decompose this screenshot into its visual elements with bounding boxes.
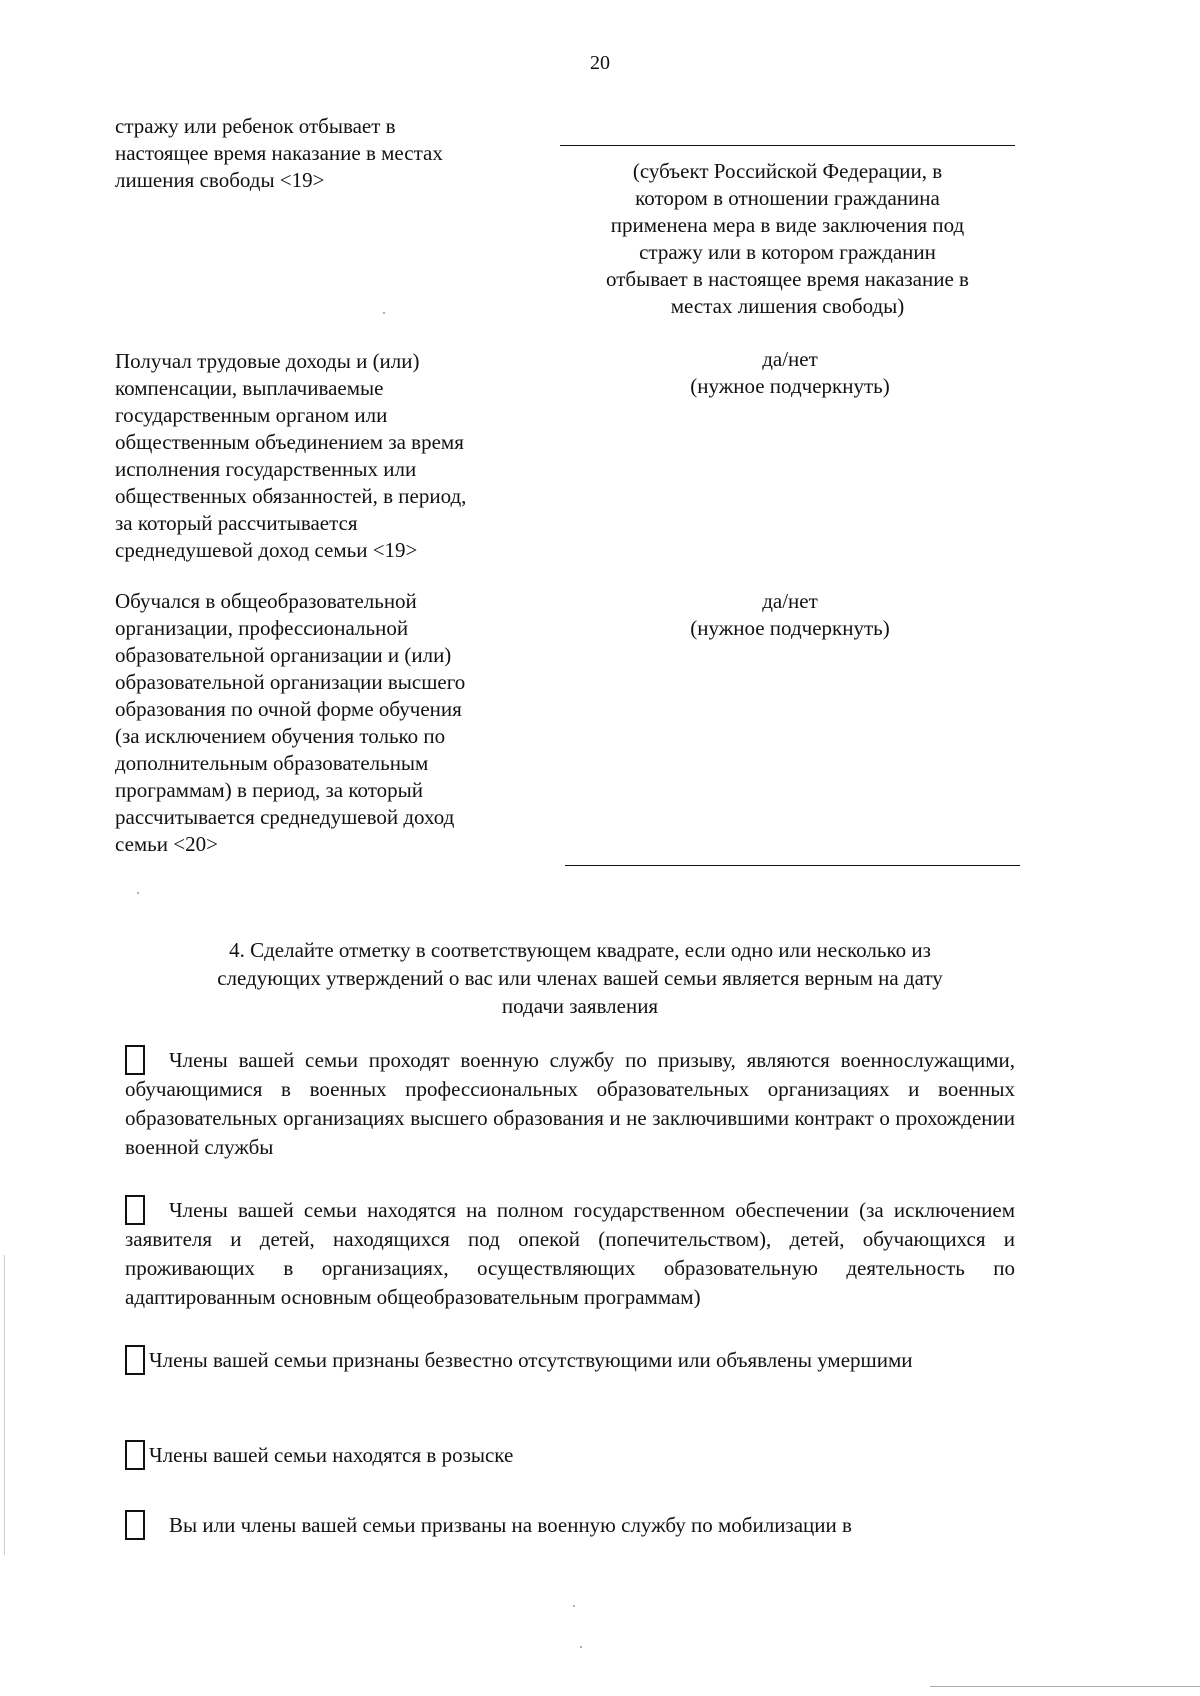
scan-speck [580,1646,582,1648]
checkbox-item-military-service [125,1045,1015,1162]
checkbox-missing-deceased[interactable] [125,1345,145,1375]
custody-question-text: стражу или ребенок отбывает в настоящее время наказание в местах лишения свободы <19> [115,114,443,192]
section-4-heading: 4. Сделайте отметку в соответствующем квадрате, если одно или несколько из следующих утверждений о вас или членах вашей семьи является верным на дату подачи заявления [217,938,943,1018]
scan-speck [137,892,139,894]
checkbox-military-service-label: Члены вашей семьи проходят военную службу по призыву, являются военнослужащими, обучающимися в военных профессиональных образовательных организациях и военных образовательных организациях высшего образования и не заключившими контракт о прохождении военной службы [125,1048,1015,1159]
scan-speck [573,1605,575,1607]
checkbox-missing-deceased-label: Члены вашей семьи признаны безвестно отсутствующими или объявлены умершими [149,1348,913,1372]
page-number: 20 [590,52,610,74]
education-question-text: Обучался в общеобразовательной организации, профессиональной образовательной организации и (или) образовательной организации высшего образования по очной форме обучения (за исключением обучения только по дополнительным образовательным программам) в период, за который рассчитывается среднедушевой доход семьи <20> [115,589,466,856]
checkbox-item-state-support [125,1195,1015,1312]
subject-hint-text: (субъект Российской Федерации, в котором в отношении гражданина применена мера в виде заключения под стражу или в котором гражданин отбывает в настоящее время наказание в местах лишения свободы) [606,159,969,318]
scan-margin-line [4,1255,5,1555]
checkbox-wanted[interactable] [125,1440,145,1470]
scan-speck [383,312,385,314]
income-question-text: Получал трудовые доходы и (или) компенсации, выплачиваемые государственным органом или общественным объединением за время исполнения государственных или общественных обязанностей, в период, за который рассчитывается среднедушевой доход семьи <19> [115,349,467,562]
checkbox-mobilization-label: Вы или члены вашей семьи призваны на военную службу по мобилизации в [169,1513,852,1537]
education-answer-yes-no[interactable]: да/нет [762,589,818,613]
checkbox-item-wanted [125,1440,1015,1470]
checkbox-mobilization[interactable] [125,1510,145,1540]
checkbox-item-missing-deceased [125,1345,1015,1375]
checkbox-state-support-label: Члены вашей семьи находятся на полном государственном обеспечении (за исключением заявителя и детей, находящихся под опекой (попечительством), детей, обучающихся и проживающих в организациях, осуществляющих образовательную деятельность по адаптированным основным общеобразовательным программам) [125,1198,1015,1309]
education-answer-hint: (нужное подчеркнуть) [690,616,890,640]
checkbox-item-mobilization [125,1510,1015,1540]
checkbox-military-service[interactable] [125,1045,145,1075]
checkbox-wanted-label: Члены вашей семьи находятся в розыске [149,1443,514,1467]
income-answer-yes-no[interactable]: да/нет [762,347,818,371]
education-answer-line[interactable] [565,865,1020,866]
checkbox-state-support[interactable] [125,1195,145,1225]
subject-answer-line[interactable] [560,145,1015,146]
income-answer-hint: (нужное подчеркнуть) [690,374,890,398]
scan-bottom-line [930,1686,1200,1687]
